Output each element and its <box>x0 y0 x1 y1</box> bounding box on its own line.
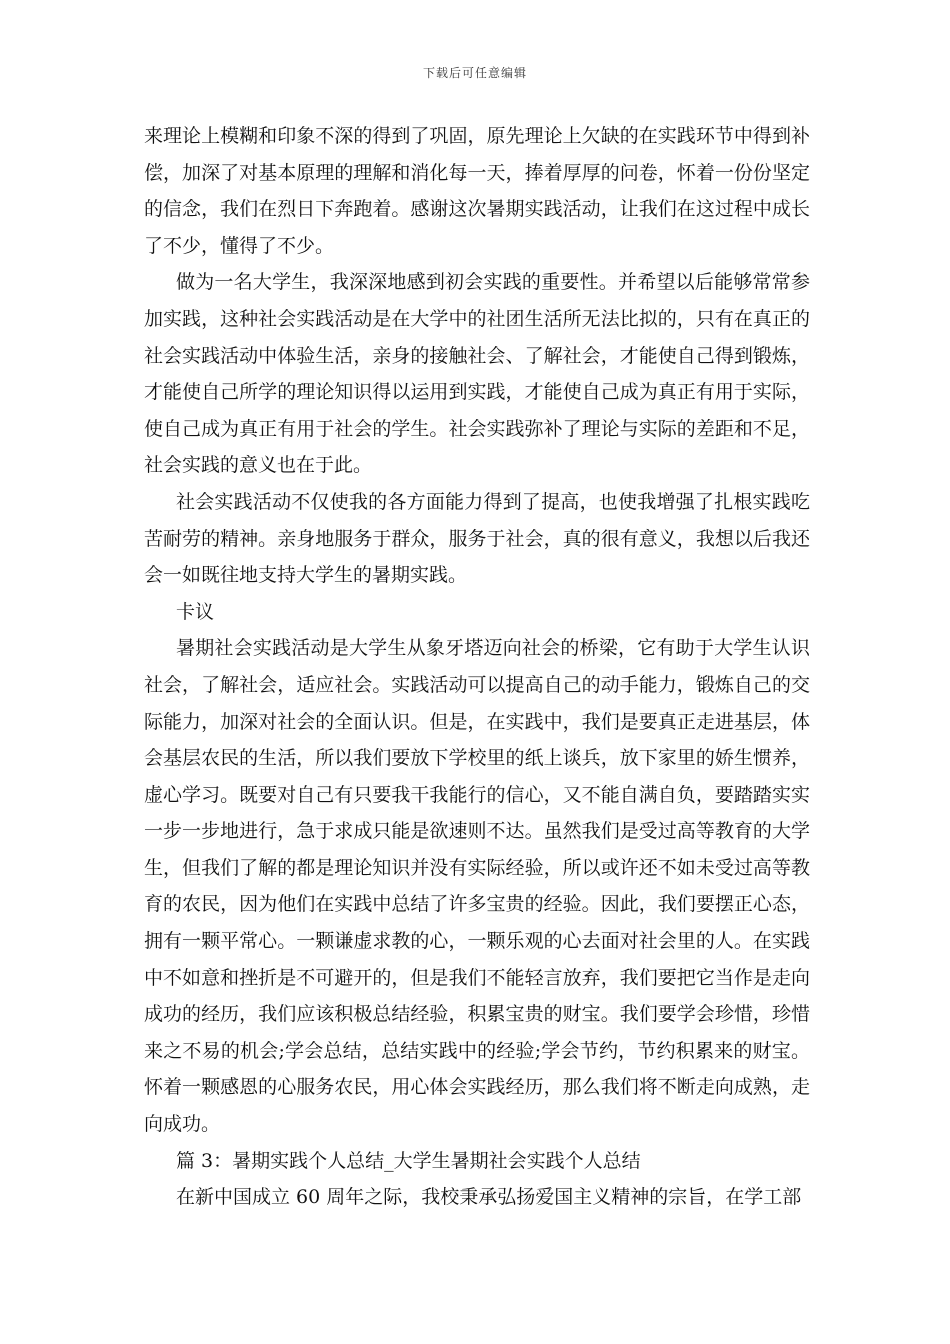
section-label: 卡议 <box>176 600 215 623</box>
paragraph: 在新中国成立 60 周年之际，我校秉承弘扬爱国主义精神的宗旨，在学工部 <box>176 1186 802 1209</box>
section-heading: 篇 3：暑期实践个人总结_大学生暑期社会实践个人总结 <box>176 1149 641 1172</box>
paragraph: 暑期社会实践活动是大学生从象牙塔迈向社会的桥梁，它有助于大学生认识社会，了解社会，适应社会。实践活动可以提高自己的动手能力，锻炼自己的交际能力，加深对社会的全面认识。但是，在实践中，我们是要真正走进基层，体会基层农民的生活，所以我们要放下学校里的纸上谈兵，放下家里的娇生惯养，虚心学习。既要对自己有只要我干我能行的信心，又不能自满自负，要踏踏实实一步一步地进行，急于求成只能是欲速则不达。虽然我们是受过高等教育的大学生，但我们了解的都是理论知识并没有实际经验，所以或许还不如未受过高等教育的农民，因为他们在实践中总结了许多宝贵的经验。因此，我们要摆正心态，拥有一颗平常心。一颗谦虚求教的心，一颗乐观的心去面对社会里的人。在实践中不如意和挫折是不可避开的，但是我们不能轻言放弃，我们要把它当作是走向成功的经历，我们应该积极总结经验，积累宝贵的财宝。我们要学会珍惜，珍惜来之不易的机会;学会总结，总结实践中的经验;学会节约，节约积累来的财宝。怀着一颗感恩的心服务农民，用心体会实践经历，那么我们将不断走向成熟，走向成功。 <box>144 637 810 1136</box>
page-header: 下载后可任意编辑 <box>422 66 527 80</box>
document-body <box>144 118 810 1216</box>
paragraph: 做为一名大学生，我深深地感到初会实践的重要性。并希望以后能够常常参加实践，这种社会实践活动是在大学中的社团生活所无法比拟的，只有在真正的社会实践活动中体验生活，亲身的接触社会、了解社会，才能使自己得到锻炼，才能使自己所学的理论知识得以运用到实践，才能使自己成为真正有用于实际，使自己成为真正有用于社会的学生。社会实践弥补了理论与实际的差距和不足，社会实践的意义也在于此。 <box>144 271 810 477</box>
paragraph: 社会实践活动不仅使我的各方面能力得到了提高，也使我增强了扎根实践吃苦耐劳的精神。亲身地服务于群众，服务于社会，真的很有意义，我想以后我还会一如既往地支持大学生的暑期实践。 <box>144 490 810 587</box>
paragraph-continuation: 来理论上模糊和印象不深的得到了巩固，原先理论上欠缺的在实践环节中得到补偿，加深了对基本原理的理解和消化每一天，捧着厚厚的问卷，怀着一份份坚定的信念，我们在烈日下奔跑着。感谢这次暑期实践活动，让我们在这过程中成长了不少，懂得了不少。 <box>144 125 810 257</box>
